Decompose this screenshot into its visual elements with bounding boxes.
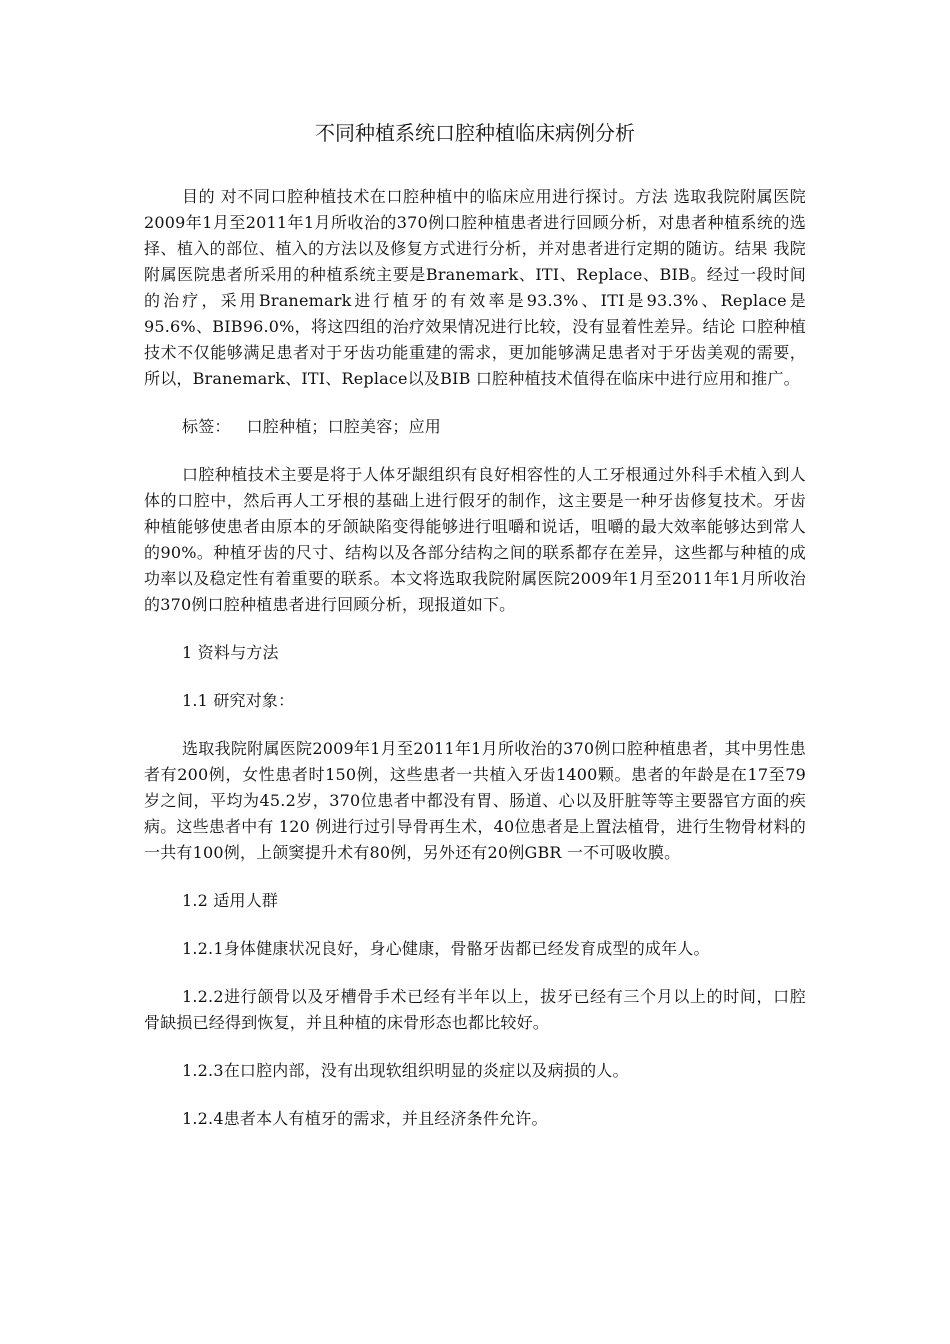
section-heading-1-1: 1.1 研究对象： (182, 691, 295, 710)
keywords-line (144, 414, 806, 440)
criteria-item-1-2-4: 1.2.4患者本人有植牙的需求，并且经济条件允许。 (182, 1109, 548, 1128)
criteria-item-1-2-2: 1.2.2进行颌骨以及牙槽骨手术已经有半年以上，拔牙已经有三个月以上的时间，口腔骨缺损已经得到恢复，并且种植的床骨形态也都比较好。 (144, 987, 806, 1032)
abstract-paragraph: 目的 对不同口腔种植技术在口腔种植中的临床应用进行探讨。方法 选取我院附属医院2009年1月至2011年1月所收治的370例口腔种植患者进行回顾分析，对患者种植系统的选择、植入的部位、植入的方法以及修复方式进行分析，并对患者进行定期的随访。结果 我院附属医院患者所采用的种植系统主要是Branemark、ITI、Replace、BIB。经过一段时间的治疗，采用Branemark进行植牙的有效率是93.3%、ITI是93.3%、Replace是95.6%、BIB96.0%，将这四组的治疗效果情况进行比较，没有显着性差异。结论 口腔种植技术不仅能够满足患者对于牙齿功能重建的需求，更加能够满足患者对于牙齿美观的需要，所以，Branemark、ITI、Replace以及BIB 口腔种植技术值得在临床中进行应用和推广。 (144, 187, 806, 388)
criteria-item-1-2-1: 1.2.1身体健康状况良好，身心健康，骨骼牙齿都已经发育成型的成年人。 (182, 939, 710, 958)
keywords-label: 标签： (182, 417, 231, 436)
section-heading-1: 1 资料与方法 (182, 643, 279, 662)
study-subjects-paragraph: 选取我院附属医院2009年1月至2011年1月所收治的370例口腔种植患者，其中男性患者有200例，女性患者时150例，这些患者一共植入牙齿1400颗。患者的年龄是在17至79岁之间，平均为45.2岁，370位患者中都没有胃、肠道、心以及肝脏等等主要器官方面的疾病。这些患者中有 120 例进行过引导骨再生术，40位患者是上置法植骨，进行生物骨材料的一共有100例，上颌窦提升术有80例，另外还有20例GBR 一不可吸收膜。 (144, 739, 806, 862)
section-heading-1-2: 1.2 适用人群 (182, 891, 279, 910)
criteria-item-1-2-3: 1.2.3在口腔内部，没有出现软组织明显的炎症以及病损的人。 (182, 1061, 629, 1080)
keywords-text: 口腔种植；口腔美容；应用 (246, 417, 442, 436)
intro-paragraph: 口腔种植技术主要是将于人体牙龈组织有良好相容性的人工牙根通过外科手术植入到人体的口腔中，然后再人工牙根的基础上进行假牙的制作，这主要是一种牙齿修复技术。牙齿种植能够使患者由原本的牙颌缺陷变得能够进行咀嚼和说话，咀嚼的最大效率能够达到常人的90%。种植牙齿的尺寸、结构以及各部分结构之间的联系都存在差异，这些都与种植的成功率以及稳定性有着重要的联系。本文将选取我院附属医院2009年1月至2011年1月所收治的370例口腔种植患者进行回顾分析，现报道如下。 (144, 465, 806, 614)
document-page (144, 118, 806, 1154)
document-title: 不同种植系统口腔种植临床病例分析 (315, 121, 635, 145)
